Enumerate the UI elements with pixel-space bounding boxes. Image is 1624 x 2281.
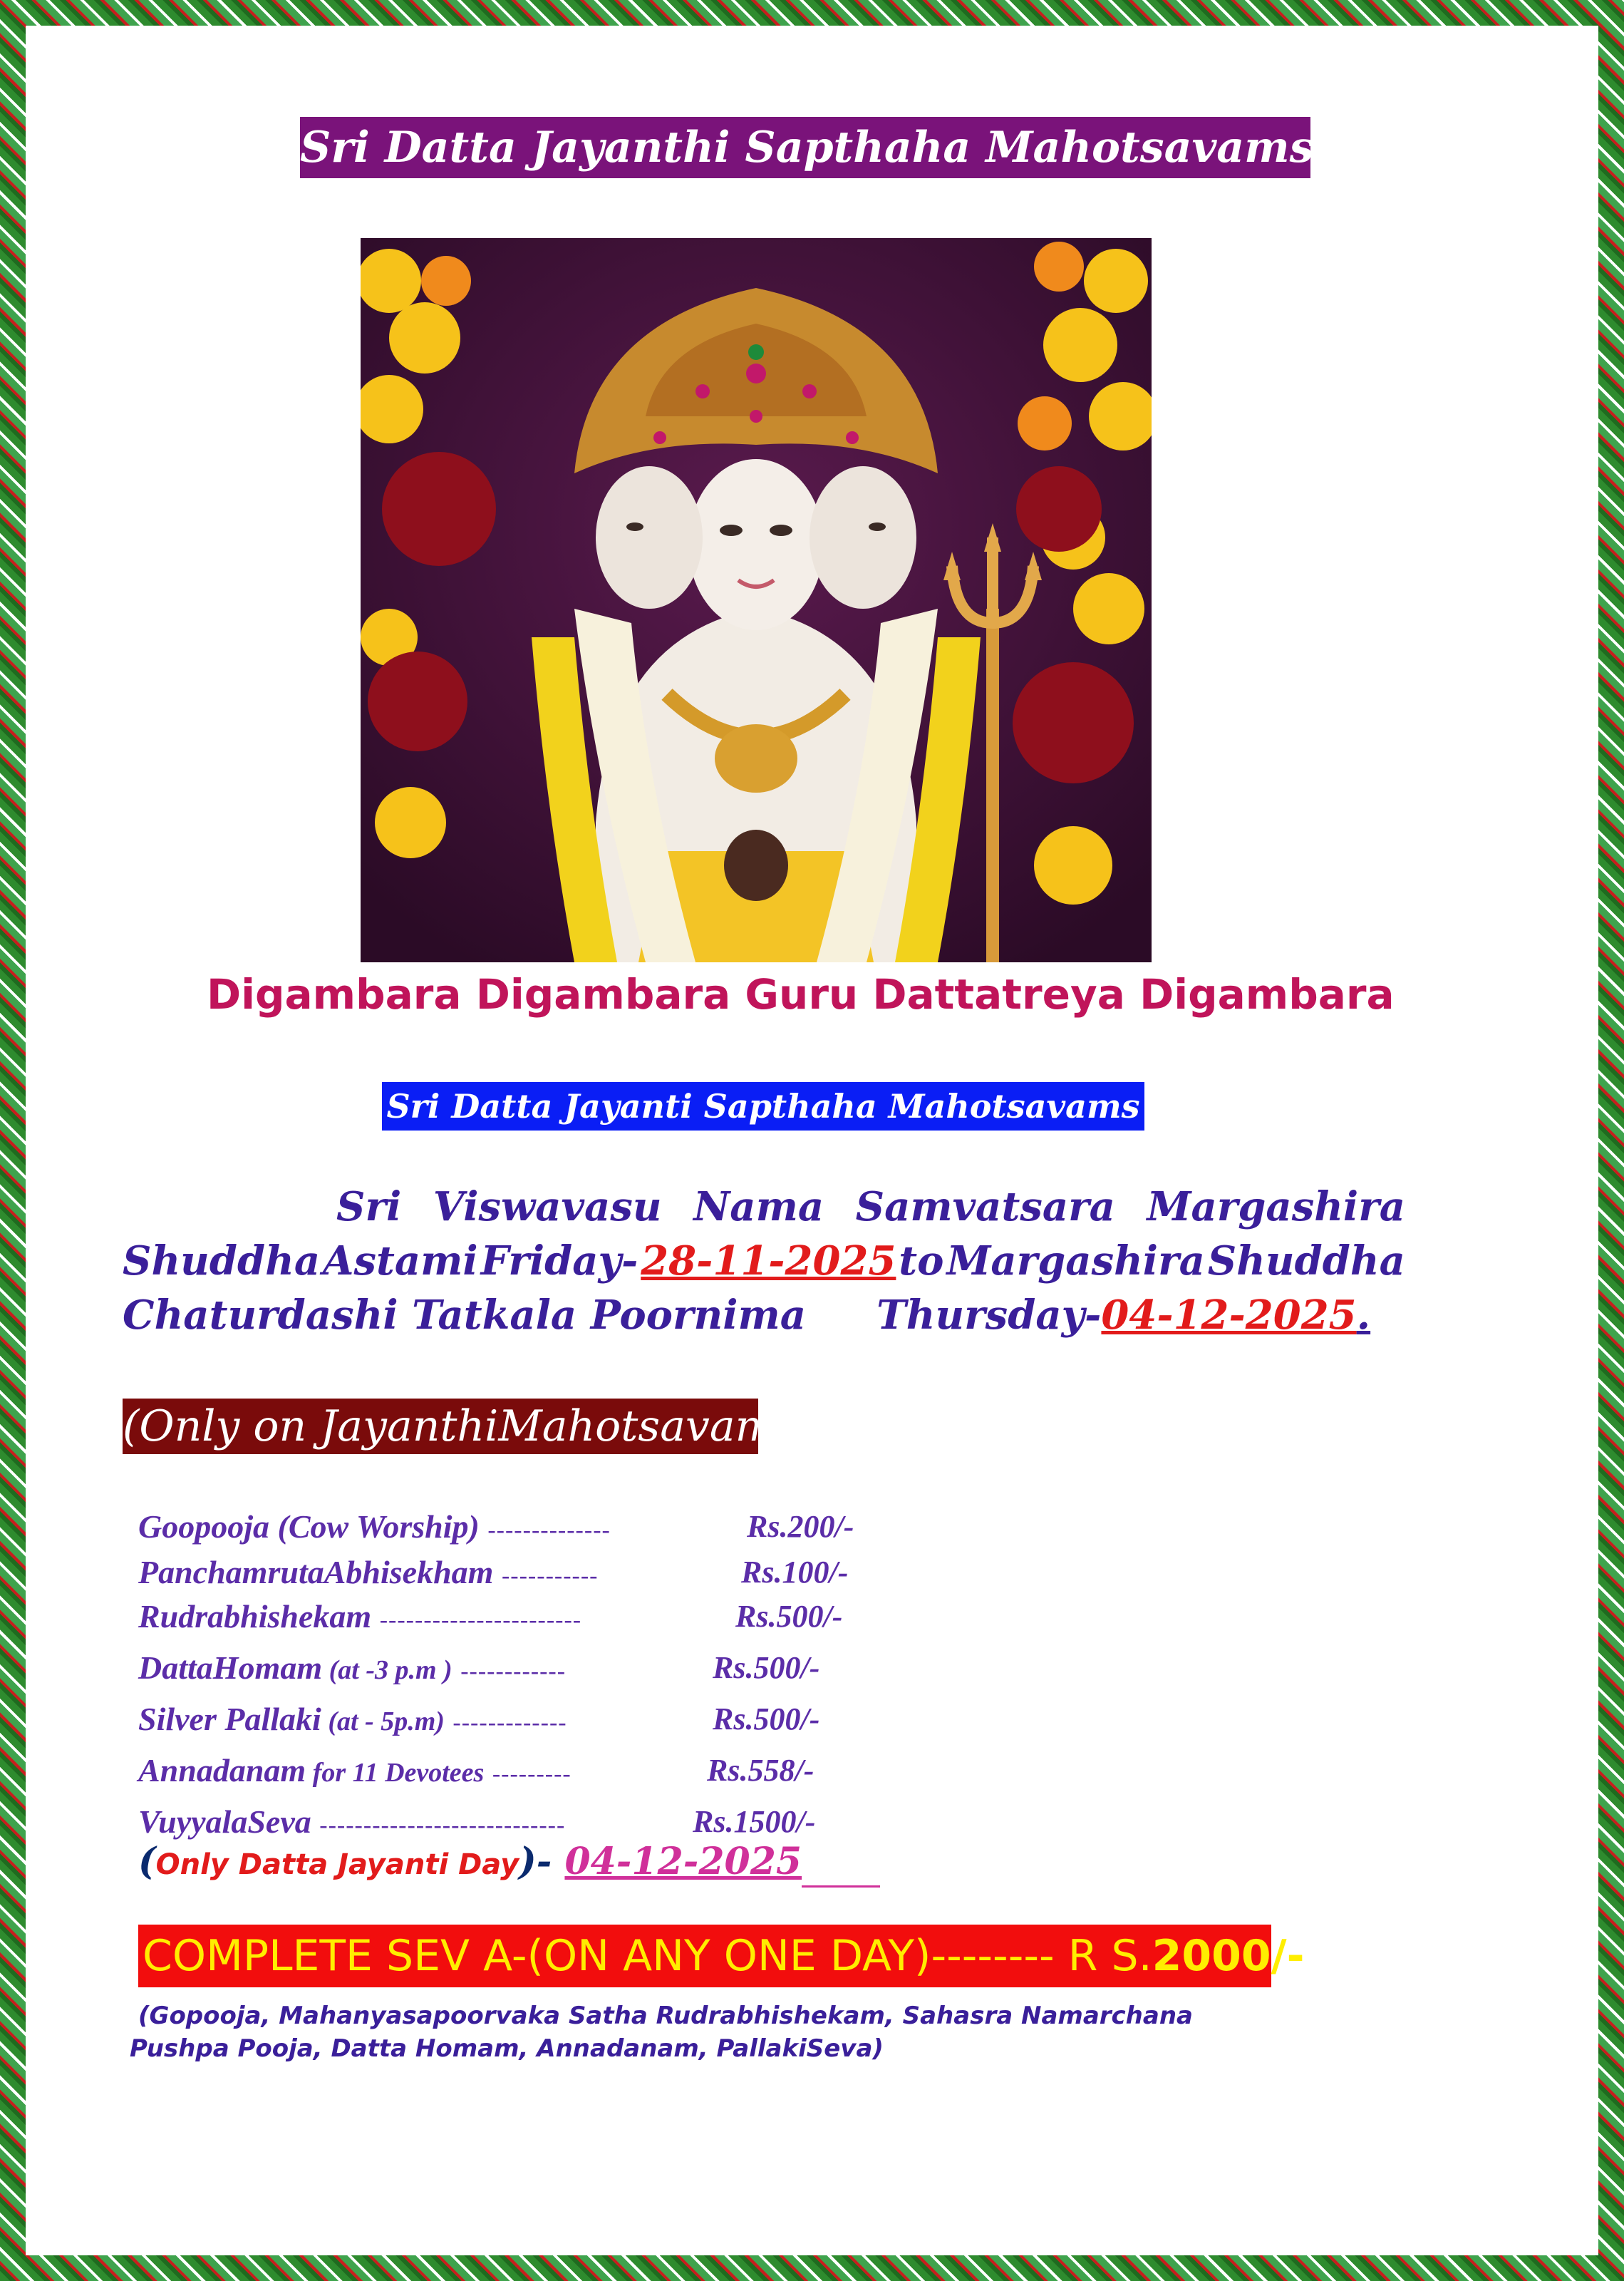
includes-line-1: (Gopooja, Mahanyasapoorvaka Satha Rudrabhishekam, Sahasra Namarchana — [138, 2002, 1193, 2030]
includes-line-2: Pushpa Pooja, Datta Homam, Annadanam, PallakiSeva) — [130, 2034, 884, 2063]
seva-name: DattaHomam — [138, 1649, 323, 1686]
complete-seva-price: 2000/- — [1152, 1931, 1305, 1981]
seva-price: Rs.500/- — [735, 1599, 843, 1634]
complete-seva-includes — [130, 1999, 1270, 2065]
jayanthi-badge: (Only on JayanthiMahotsavams) — [123, 1399, 758, 1454]
word: Shuddha — [123, 1237, 321, 1284]
seva-row — [138, 1551, 993, 1594]
word: Nama — [693, 1183, 824, 1230]
seva-price: Rs.558/- — [707, 1753, 814, 1788]
separator: - — [536, 1840, 565, 1883]
word: Shuddha — [1207, 1237, 1405, 1284]
seva-dashes: ------------- — [452, 1709, 567, 1736]
deity-image — [361, 238, 1152, 962]
seva-dashes: ---------------------------- — [319, 1812, 566, 1838]
seva-price: Rs.200/- — [747, 1509, 854, 1544]
word: Sri — [336, 1183, 402, 1230]
word: Chaturdashi Tatkala Poornima — [123, 1292, 807, 1339]
word: Margashira — [946, 1237, 1205, 1284]
start-date: 28-11-2025 — [641, 1237, 896, 1284]
schedule-line-1 — [123, 1180, 1405, 1234]
seva-row — [138, 1647, 993, 1689]
end-date: 04-12-2025 — [1101, 1292, 1357, 1339]
seva-price: Rs.500/- — [713, 1701, 820, 1736]
word: to — [899, 1237, 944, 1284]
seva-name: Annadanam — [138, 1752, 306, 1788]
word: Viswavasu — [433, 1183, 662, 1230]
only-day-text: Only Datta Jayanti Day — [155, 1848, 519, 1881]
schedule-line-2 — [123, 1234, 1405, 1288]
complete-seva-banner — [138, 1925, 1305, 1987]
seva-dashes: -------------- — [487, 1517, 611, 1543]
seva-price: Rs.1500/- — [693, 1804, 816, 1839]
seva-row — [138, 1801, 993, 1843]
seva-note: (at - 5p.m) — [321, 1706, 445, 1736]
complete-seva-label: COMPLETE SEV A-(ON ANY ONE DAY)-------- — [143, 1931, 1055, 1981]
underline-rule — [802, 1850, 880, 1888]
word: Astami — [323, 1237, 478, 1284]
seva-dashes: ------------ — [460, 1658, 567, 1684]
only-day-note — [138, 1839, 851, 1885]
seva-name: Goopooja (Cow Worship) — [138, 1508, 480, 1545]
close-paren: ) — [519, 1840, 537, 1883]
end-dot: . — [1356, 1292, 1371, 1339]
seva-price: Rs.500/- — [713, 1650, 820, 1685]
word: Thursday- — [876, 1292, 1102, 1339]
seva-note: for 11 Devotees — [306, 1758, 485, 1788]
word: Samvatsara — [855, 1183, 1115, 1230]
schedule-line-3 — [123, 1288, 1405, 1342]
seva-row — [138, 1595, 993, 1638]
seva-dashes: ----------- — [501, 1562, 599, 1589]
seva-name: PanchamrutaAbhisekham — [138, 1554, 494, 1590]
seva-dashes: ----------------------- — [379, 1607, 582, 1633]
seva-row — [138, 1698, 993, 1741]
seva-price: Rs.100/- — [741, 1555, 849, 1590]
word: Friday- — [480, 1237, 638, 1284]
jayanti-date: 04-12-2025 — [564, 1840, 802, 1883]
section-title: Sri Datta Jayanti Sapthaha Mahotsavams — [382, 1082, 1144, 1131]
deity-photo — [361, 238, 1152, 962]
seva-dashes: --------- — [492, 1761, 571, 1787]
page-title: Sri Datta Jayanthi Sapthaha Mahotsavams — [300, 117, 1310, 178]
schedule-paragraph — [123, 1180, 1405, 1342]
word: Margashira — [1147, 1183, 1405, 1230]
seva-name: Silver Pallaki — [138, 1701, 321, 1737]
seva-row — [138, 1505, 993, 1548]
open-paren: ( — [138, 1840, 156, 1883]
seva-name: Rudrabhishekam — [138, 1598, 372, 1634]
seva-name: VuyyalaSeva — [138, 1803, 311, 1840]
seva-row — [138, 1749, 993, 1792]
complete-seva-rs: R S. — [1054, 1931, 1152, 1981]
chant-line: Digambara Digambara Guru Dattatreya Digambara — [207, 970, 1395, 1019]
seva-note: (at -3 p.m ) — [322, 1655, 452, 1685]
